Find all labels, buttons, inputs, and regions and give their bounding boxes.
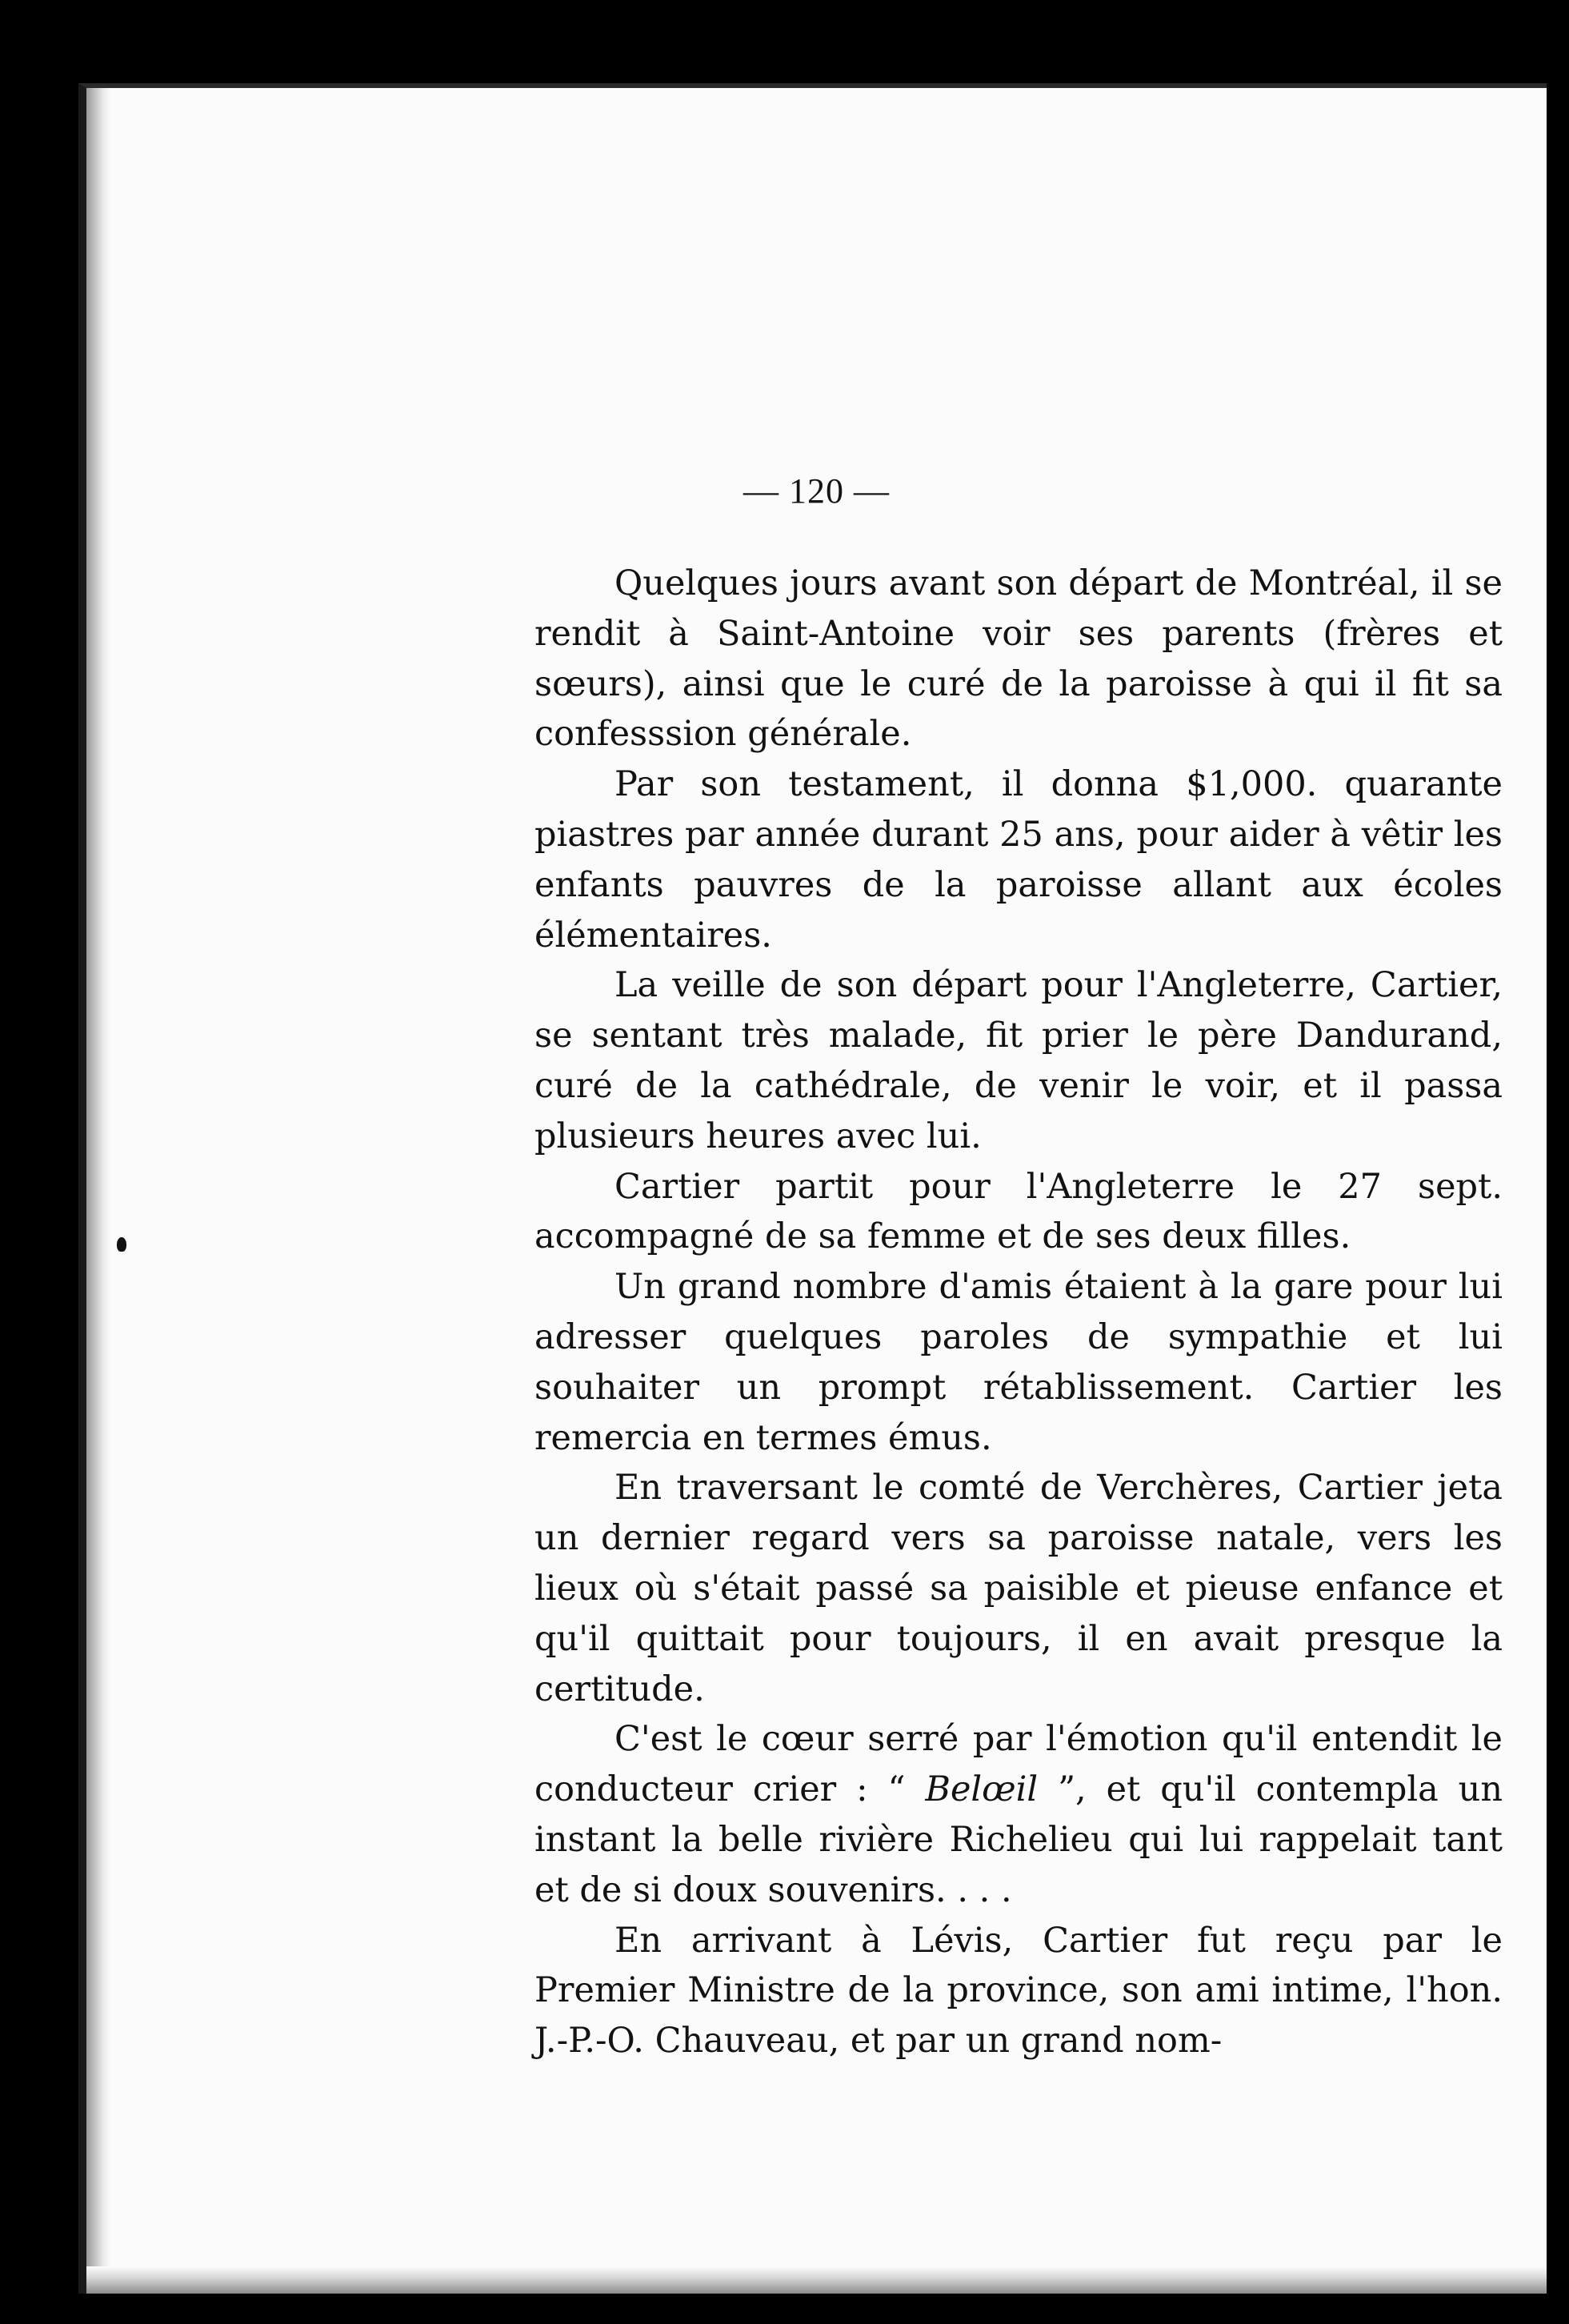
paragraph-7-text-start: C'est le cœur serré par l'émotion qu'il entendit le conducteur crier : “ — [534, 1719, 1503, 1810]
book-page — [78, 83, 1547, 2294]
paragraph-8: En arrivant à Lévis, Cartier fut reçu par le Premier Ministre de la province, son ami intime, l'hon. J.-P.-O. Chauveau, et par un grand nom- — [534, 1920, 1503, 2062]
body-text — [534, 559, 1503, 2066]
station-name: Belœil — [925, 1769, 1039, 1810]
paragraph-7-text-end: ”, et qu'il contempla un instant la belle rivière Richelieu qui lui rappelait tant et de si doux souvenirs. . . . — [534, 1769, 1503, 1910]
paragraph-6: En traversant le comté de Verchères, Cartier jeta un dernier regard vers sa paroisse natale, vers les lieux où s'était passé sa paisible et pieuse enfance et qu'il quittait pour toujours, il en avait presque la certitude. — [534, 1468, 1503, 1709]
margin-ink-mark — [117, 1237, 126, 1252]
paragraph-4: Cartier partit pour l'Angleterre le 27 sept. accompagné de sa femme et de ses deux filles. — [534, 1166, 1503, 1257]
page-number: — 120 — — [743, 471, 890, 511]
paragraph-1: Quelques jours avant son départ de Montréal, il se rendit à Saint-Antoine voir ses parents (frères et sœurs), ainsi que le curé de la paroisse à qui il fit sa confesssion générale. — [534, 563, 1503, 755]
paragraph-5: Un grand nombre d'amis étaient à la gare pour lui adresser quelques paroles de sympathie et lui souhaiter un prompt rétablissement. Cartier les remercia en termes émus. — [534, 1267, 1503, 1458]
paragraph-7 — [534, 1714, 1503, 1915]
paragraph-2: Par son testament, il donna $1,000. quarante piastres par année durant 25 ans, pour aider à vêtir les enfants pauvres de la paroisse allant aux écoles élémentaires. — [534, 764, 1503, 956]
paragraph-3: La veille de son départ pour l'Angleterre, Cartier, se sentant très malade, fit prier le père Dandurand, curé de la cathédrale, de venir le voir, et il passa plusieurs heures avec lui. — [534, 965, 1503, 1156]
